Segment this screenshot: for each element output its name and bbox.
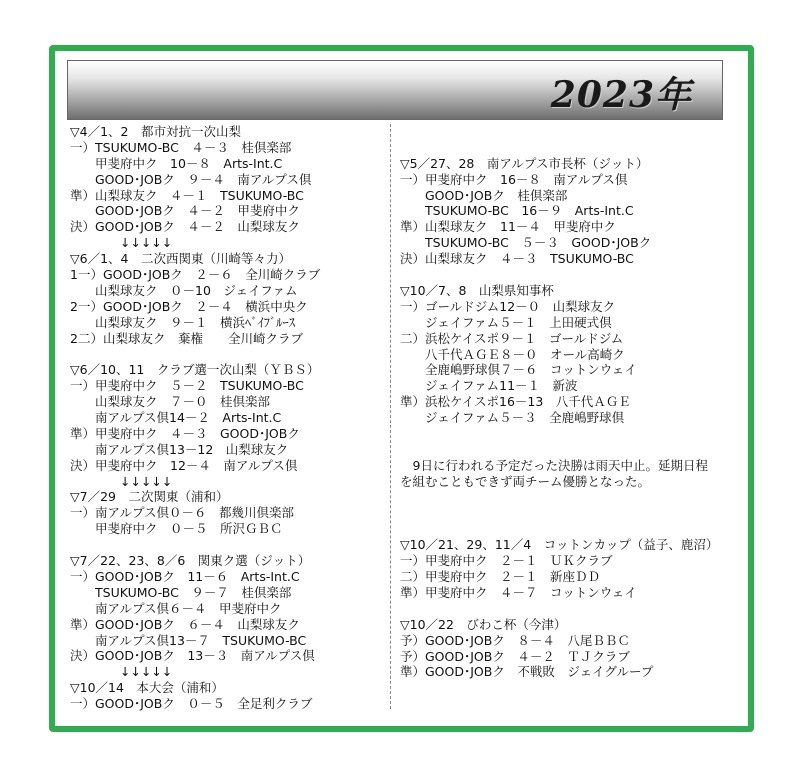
result-line: GOOD･JOBク 桂倶楽部 — [400, 187, 568, 203]
result-line: 2一）GOOD･JOBク ２－４ 横浜中央ク — [70, 298, 308, 314]
final-note: 9日に行われる予定だった決勝は雨天中止。延期日程を組むこともできず両チーム優勝となった。 — [400, 457, 708, 489]
result-line: 一）TSUKUMO-BC ４－３ 桂倶楽部 — [70, 139, 292, 155]
header-bar — [67, 60, 723, 120]
result-line: 南アルプス倶14－２ Arts-Int.C — [70, 410, 282, 426]
result-line: ▽6／1、4 二次西関東（川崎等々力） — [70, 251, 291, 267]
result-line: 一）甲斐府中ク 16－８ 南アルプス倶 — [400, 171, 628, 187]
result-line: GOOD･JOBク ９－４ 南アルプス倶 — [70, 171, 312, 187]
result-line: 予）GOOD･JOBク ８－４ 八尾ＢＢＣ — [400, 632, 630, 648]
result-line: 準）浜松ケイスポ16－13 八千代ＡＧＥ — [400, 394, 631, 410]
right-column — [400, 124, 718, 696]
right-block-2 — [400, 521, 718, 680]
result-line: 準）甲斐府中ク ４－７ コットンウェイ — [400, 584, 637, 600]
result-line: 甲斐府中ク 10－８ Arts-Int.C — [70, 155, 283, 171]
right-block-1 — [400, 156, 718, 426]
result-line: ↓↓↓↓↓ — [70, 235, 173, 251]
result-line: 山梨球友ク ７－０ 桂倶楽部 — [70, 394, 271, 410]
result-line: ▽10／21、29、11／4 コットンカップ（益子、鹿沼） — [400, 537, 719, 553]
result-line: TSUKUMO-BC 16－９ Arts-Int.C — [400, 203, 634, 219]
result-line: 山梨球友ク ９－１ 横浜ﾍﾞｲﾌﾞﾙｰｽ — [70, 314, 296, 330]
result-line: ▽10／22 びわこ杯（今津） — [400, 616, 567, 632]
result-line: 決）GOOD･JOBク ４－２ 山梨球友ク — [70, 219, 300, 235]
result-line: 八千代ＡＧＥ８－０ オール高崎ク — [400, 346, 625, 362]
result-line: 甲斐府中ク ０－５ 所沢ＧＢＣ — [70, 521, 283, 537]
result-line: ▽10／14 本大会（浦和） — [70, 680, 224, 696]
result-line: 南アルプス倶13－７ TSUKUMO-BC — [70, 632, 307, 648]
result-line: 準）GOOD･JOBク 不戦敗 ジェイグループ — [400, 664, 654, 680]
spacer-line — [400, 267, 718, 283]
result-line: 準）GOOD･JOBク ６－４ 山梨球友ク — [70, 616, 300, 632]
result-line: TSUKUMO-BC ９－７ 桂倶楽部 — [70, 584, 292, 600]
result-line: 一）南アルプス倶０－６ 都幾川倶楽部 — [70, 505, 295, 521]
result-line: 全鹿嶋野球倶７－６ コットンウェイ — [400, 362, 637, 378]
result-line: 一）ゴールドジム12－０ 山梨球友ク — [400, 298, 616, 314]
result-line: ▽7／22、23、8／6 関東ク選（ジット） — [70, 553, 311, 569]
result-line: 南アルプス倶13－12 山梨球友ク — [70, 441, 289, 457]
result-line: 準）山梨球友ク ４－１ TSUKUMO-BC — [70, 187, 304, 203]
result-line: ジェイファム５－１ 上田硬式倶 — [400, 314, 612, 330]
result-line: ▽6／10、11 クラブ選一次山梨（ＹＢＳ） — [70, 362, 320, 378]
spacer-line — [400, 521, 718, 537]
spacer-line — [400, 601, 718, 617]
result-line: 準）甲斐府中ク ４－３ GOOD･JOBク — [70, 425, 300, 441]
result-line: 予）GOOD･JOBク ４－２ ＴＪクラブ — [400, 648, 630, 664]
result-line: 二）浜松ケイスポ９－１ ゴールドジム — [400, 330, 624, 346]
result-line: ▽4／1、2 都市対抗一次山梨 — [70, 124, 241, 139]
result-line: ジェイファム11－１ 新波 — [400, 378, 578, 394]
result-line: ジェイファム５－３ 全鹿嶋野球倶 — [400, 410, 625, 426]
column-divider — [390, 124, 391, 709]
spacer-line — [70, 537, 385, 553]
left-column — [70, 124, 385, 712]
result-line: 一）甲斐府中ク ２－１ ＵＫクラブ — [400, 553, 613, 569]
result-line: ↓↓↓↓↓ — [70, 473, 173, 489]
result-line: 山梨球友ク ０－10 ジェイファム — [70, 282, 298, 298]
result-line: ▽7／29 二次関東（浦和） — [70, 489, 229, 505]
result-line: 一）GOOD･JOBク ０－５ 全足利クラブ — [70, 696, 313, 712]
result-line: 一）GOOD･JOBク 11－６ Arts-Int.C — [70, 568, 300, 584]
result-line: 二）甲斐府中ク ２－１ 新座ＤＤ — [400, 569, 601, 585]
year-title: 2023年 — [550, 74, 692, 116]
result-line: 一）甲斐府中ク ５－２ TSUKUMO-BC — [70, 378, 304, 394]
result-line: GOOD･JOBク ４－２ 甲斐府中ク — [70, 203, 300, 219]
result-line: 2二）山梨球友ク 棄権 全川崎クラブ — [70, 330, 303, 346]
result-line: 決）GOOD･JOBク 13－３ 南アルプス倶 — [70, 648, 315, 664]
result-line: ▽10／7、8 山梨県知事杯 — [400, 282, 554, 298]
spacer-line — [70, 346, 385, 362]
result-line: ↓↓↓↓↓ — [70, 664, 173, 680]
result-line: TSUKUMO-BC ５－３ GOOD･JOBク — [400, 235, 652, 251]
result-line: 準）山梨球友ク 11－４ 甲斐府中ク — [400, 219, 616, 235]
result-line: ▽5／27、28 南アルプス市長杯（ジット） — [400, 155, 649, 171]
result-line: 1一）GOOD･JOBク ２－６ 全川崎クラブ — [70, 267, 321, 283]
result-line: 決）山梨球友ク ４－３ TSUKUMO-BC — [400, 251, 634, 267]
result-line: 決）甲斐府中ク 12－４ 南アルプス倶 — [70, 457, 298, 473]
result-line: 南アルプス倶６－４ 甲斐府中ク — [70, 600, 282, 616]
